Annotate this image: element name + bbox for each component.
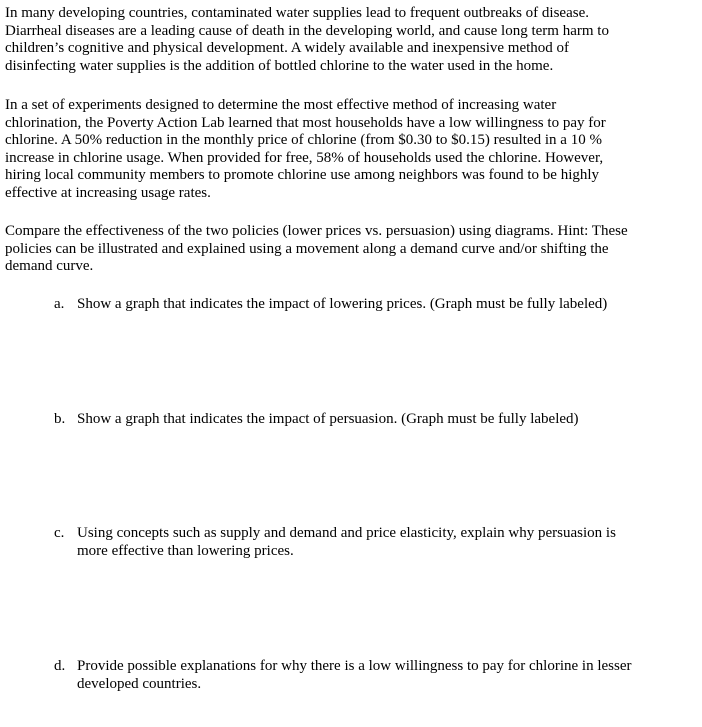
text-line: Diarrheal diseases are a leading cause of death in the developing world, and cause long term harm to xyxy=(5,22,609,39)
text-line: policies can be illustrated and explained using a movement along a demand curve and/or shifting the xyxy=(5,240,609,257)
text-line: Show a graph that indicates the impact of persuasion. (Graph must be fully labeled) xyxy=(77,411,579,427)
text-line: demand curve. xyxy=(5,258,94,274)
question-text xyxy=(77,525,697,560)
experiment-paragraph xyxy=(5,97,693,202)
text-line: chlorine. A 50% reduction in the monthly price of chlorine (from $0.30 to $0.15) resulted in a 10 % xyxy=(5,132,602,148)
text-line: more effective than lowering prices. xyxy=(77,542,294,559)
text-line: disinfecting water supplies is the addition of bottled chlorine to the water used in the home. xyxy=(5,57,554,74)
text-line: children’s cognitive and physical development. A widely available and inexpensive method of xyxy=(5,40,570,56)
text-line: Provide possible explanations for why there is a low willingness to pay for chlorine in lesser xyxy=(77,658,632,674)
question-text xyxy=(77,296,697,314)
text-line: developed countries. xyxy=(77,675,202,692)
text-line: In a set of experiments designed to determine the most effective method of increasing water xyxy=(5,97,557,113)
text-line: increase in chlorine usage. When provided for free, 58% of households used the chlorine. However, xyxy=(5,149,604,166)
question-marker: a. xyxy=(54,296,65,312)
text-line: Compare the effectiveness of the two policies (lower prices vs. persuasion) using diagrams. Hint: These xyxy=(5,223,628,239)
text-line: effective at increasing usage rates. xyxy=(5,184,211,201)
text-line: In many developing countries, contaminated water supplies lead to frequent outbreaks of disease. xyxy=(5,5,589,21)
question-marker: c. xyxy=(54,525,65,541)
question-text xyxy=(77,411,697,429)
text-line: Using concepts such as supply and demand and price elasticity, explain why persuasion is xyxy=(77,525,616,541)
question-text xyxy=(77,658,697,693)
question-marker: b. xyxy=(54,411,66,427)
text-line: Show a graph that indicates the impact of lowering prices. (Graph must be fully labeled) xyxy=(77,296,608,312)
intro-paragraph xyxy=(5,5,693,75)
instructions-paragraph xyxy=(5,223,693,276)
text-line: hiring local community members to promote chlorine use among neighbors was found to be highly xyxy=(5,167,600,183)
text-line: chlorination, the Poverty Action Lab learned that most households have a low willingness to pay for xyxy=(5,114,606,131)
question-marker: d. xyxy=(54,658,66,674)
